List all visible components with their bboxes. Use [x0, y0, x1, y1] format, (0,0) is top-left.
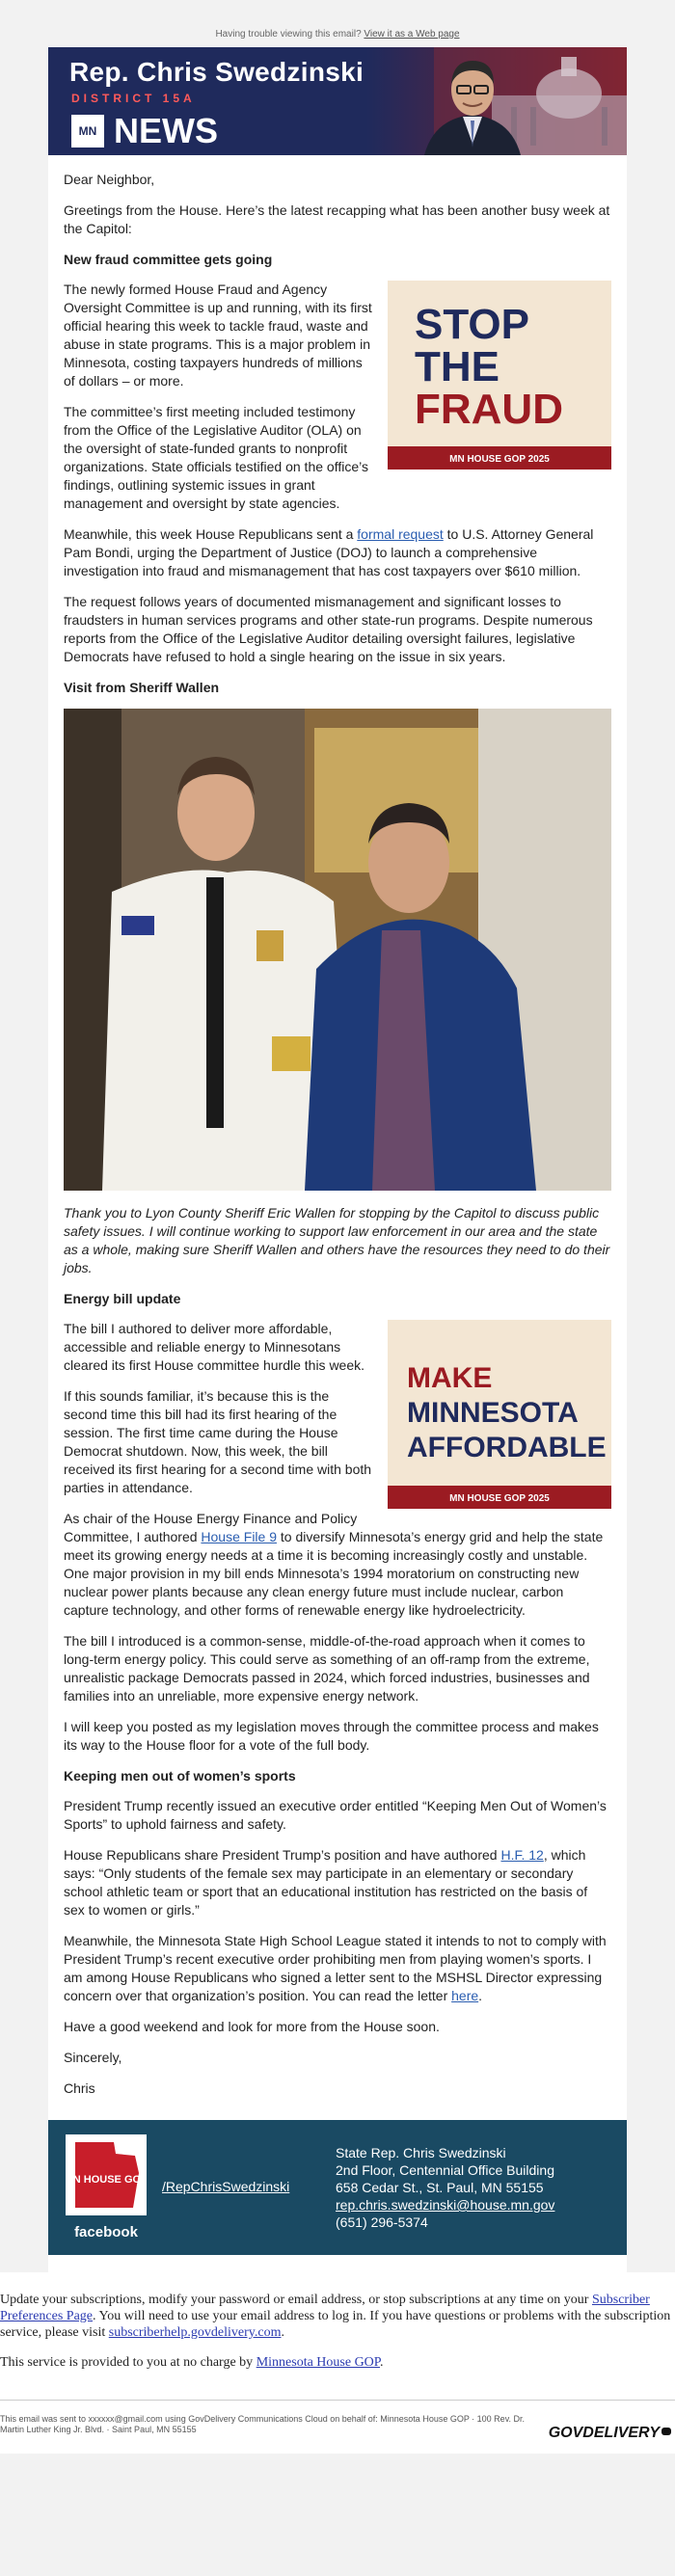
subscription-notice — [0, 2272, 675, 2400]
subs-p2-post: . — [380, 2355, 384, 2370]
energy-heading: Energy bill update — [64, 1291, 181, 1306]
letter-here-link[interactable]: here — [451, 1988, 479, 2003]
fraud-graphic-tag: MN HOUSE GOP 2025 — [449, 454, 550, 465]
subs-p1-post: . — [281, 2325, 284, 2340]
email-body — [48, 47, 627, 2272]
footer-logo-text: MN HOUSE GOP — [66, 2174, 147, 2186]
subscriber-preferences-link[interactable]: Subscriber Preferences Page — [0, 2293, 650, 2323]
subscription-paragraph-2 — [0, 2354, 675, 2371]
subs-p1-mid: . You will need to use your email address to log in. If you have questions or problems with the subscription service, please visit — [0, 2309, 671, 2340]
signoff: Sincerely, — [64, 2050, 122, 2065]
sheriff-caption: Thank you to Lyon County Sheriff Eric Wallen for stopping by the Capitol to discuss public safety issues. I will continue working to support law enforcement in our area and the state as a whole, making sure Sheriff Wallen and others have the resources they need to do their jobs. — [64, 1205, 610, 1275]
subs-p1-pre: Update your subscriptions, modify your password or email address, or stop subscriptions at any time on your — [0, 2293, 592, 2307]
sports-p3-post: . — [478, 1988, 483, 2003]
mn-house-logo-icon: MN — [71, 115, 104, 148]
make-minnesota-affordable-graphic — [388, 1320, 611, 1509]
subscriber-help-link[interactable]: subscriberhelp.govdelivery.com — [108, 2325, 282, 2340]
banner-news-text: NEWS — [114, 111, 218, 150]
fraud-p3-post: to U.S. Attorney General Pam Bondi, urging the Department of Justice (DOJ) to launch a comprehensive investigation into fraud and mismanagement that has cost taxpayers over $610 million. — [64, 526, 594, 578]
energy-graphic-line3: AFFORDABLE — [407, 1432, 607, 1463]
mn-house-gop-link[interactable]: Minnesota House GOP — [256, 2355, 381, 2370]
address-line-2: 2nd Floor, Centennial Office Building — [336, 2162, 554, 2178]
sports-paragraph-2 — [64, 1846, 611, 1919]
hf-12-link[interactable]: H.F. 12 — [500, 1847, 544, 1863]
fraud-paragraph-2: The committee’s first meeting included testimony from the Office of the Legislative Auditor (OLA) on the oversight of state-funded grants to nonprofit organizations. State officials testified on the office’s findings, outlining systemic issues in grant management and oversight by state agencies. — [64, 404, 368, 511]
facebook-block[interactable] — [64, 2134, 148, 2241]
energy-paragraph-3 — [64, 1510, 611, 1620]
web-view-link[interactable]: View it as a Web page — [364, 29, 460, 40]
rep-portrait-image — [415, 47, 530, 155]
energy-paragraph-1: The bill I authored to deliver more affordable, accessible and reliable energy to Minnesotans cleared its first House committee hurdle this week. — [64, 1321, 365, 1373]
signature: Chris — [64, 2080, 95, 2096]
house-file-9-link[interactable]: House File 9 — [201, 1529, 277, 1544]
fraud-heading: New fraud committee gets going — [64, 252, 273, 267]
web-view-text: Having trouble viewing this email? — [215, 29, 362, 40]
legal-footer — [0, 2400, 675, 2454]
fraud-graphic-line3: FRAUD — [415, 386, 563, 433]
fraud-paragraph-4: The request follows years of documented mismanagement and significant losses to fraudsters in human services programs and other state-run programs. Despite numerous reports from the Office of the Legislative Auditor detailing oversight failures, legislative Democrats have refused to hold a single hearing on the issue in six years. — [64, 594, 593, 664]
fraud-paragraph-3 — [64, 525, 611, 580]
sports-paragraph-3 — [64, 1932, 611, 2005]
facebook-link-wrap — [162, 2179, 336, 2196]
energy-p3-post: to diversify Minnesota’s energy grid and help the state meet its growing energy needs at a time it is becoming increasingly costly and unstable. One major provision in my bill ends Minnesota’s 1994 moratorium on constructing new nuclear power plants because any clean energy future must include nuclear, carbon capture technology, and other forms of renewable energy like hydroelectricity. — [64, 1529, 604, 1618]
facebook-handle-link[interactable]: /RepChrisSwedzinski — [162, 2179, 290, 2194]
energy-paragraph-5: I will keep you posted as my legislation moves through the committee process and makes its way to the House floor for a vote of the full body. — [64, 1719, 599, 1753]
contact-footer — [48, 2120, 627, 2255]
intro-paragraph: Greetings from the House. Here’s the latest recapping what has been another busy week at the Capitol: — [64, 202, 610, 236]
banner-news — [71, 111, 218, 151]
banner-district: DISTRICT 15A — [71, 92, 196, 105]
speech-bubble-icon — [662, 2428, 671, 2435]
contact-email-link[interactable]: rep.chris.swedzinski@house.mn.gov — [336, 2197, 555, 2213]
footer-spacer — [48, 2255, 627, 2272]
formal-request-link[interactable]: formal request — [357, 526, 444, 542]
sports-paragraph-1: President Trump recently issued an executive order entitled “Keeping Men Out of Women’s Sports” to uphold fairness and safety. — [64, 1798, 607, 1832]
energy-graphic-line2: MINNESOTA — [407, 1397, 579, 1429]
contact-address — [336, 2144, 554, 2231]
sheriff-heading: Visit from Sheriff Wallen — [64, 680, 220, 695]
fraud-graphic-line2: THE — [415, 343, 500, 390]
facebook-label: facebook — [74, 2224, 138, 2241]
greeting: Dear Neighbor, — [64, 172, 155, 187]
mn-house-gop-logo-icon — [66, 2134, 147, 2215]
energy-graphic-line1: MAKE — [407, 1362, 493, 1394]
energy-paragraph-2: If this sounds familiar, it’s because this is the second time this bill had its first hearing of the session. The first time came during the House Democrat shutdown. Now, this week, the bill received its first hearing for a second time with both parties in attendance. — [64, 1388, 372, 1495]
energy-graphic-tag: MN HOUSE GOP 2025 — [449, 1493, 550, 1504]
closing-paragraph: Have a good weekend and look for more from the House soon. — [64, 2019, 440, 2034]
sheriff-photo — [64, 709, 611, 1191]
address-line-1: State Rep. Chris Swedzinski — [336, 2145, 506, 2160]
sports-heading: Keeping men out of women’s sports — [64, 1768, 296, 1784]
newsletter-banner — [48, 47, 627, 155]
govdelivery-text: GOVDELIVERY — [548, 2425, 660, 2441]
fraud-paragraph-1: The newly formed House Fraud and Agency Oversight Committee is up and running, with its first official hearing this week to tackle fraud, waste and abuse in state programs. This is a major problem in Minnesota, costing taxpayers hundreds of millions of dollars – or more. — [64, 282, 372, 389]
web-view-note — [0, 0, 675, 47]
subs-p2-pre: This service is provided to you at no charge by — [0, 2355, 256, 2370]
fraud-graphic-line1: STOP — [415, 301, 530, 348]
govdelivery-logo — [548, 2425, 671, 2441]
sports-p2-pre: House Republicans share President Trump’s position and have authored — [64, 1847, 501, 1863]
sports-p3-pre: Meanwhile, the Minnesota State High School League stated it intends to not to comply with President Trump’s recent executive order prohibiting men from playing women’s sports. I am among House Republicans who signed a letter sent to the MSHSL Director expressing concern over that organization’s position. You can read the letter — [64, 1933, 607, 2003]
fraud-p3-pre: Meanwhile, this week House Republicans sent a — [64, 526, 358, 542]
energy-paragraph-4: The bill I introduced is a common-sense, middle-of-the-road approach when it comes to long-term energy policy. This could serve as something of an off-ramp from the extreme, unrealistic package Democrats passed in 2024, which forced industries, businesses and families into an unreliable, more expensive energy network. — [64, 1633, 590, 1704]
newsletter-content — [48, 155, 627, 2120]
legal-text: This email was sent to xxxxxx@gmail.com using GovDelivery Communications Cloud on behalf of: Minnesota House GOP · 100 Rev. Dr. Martin Luther King Jr. Blvd. · Saint Paul, MN 55155 — [0, 2414, 526, 2434]
address-line-3: 658 Cedar St., St. Paul, MN 55155 — [336, 2180, 544, 2195]
sports-p2-post: , which says: “Only students of the female sex may participate in an elementary or secondary school athletic team or sport that an educational institution has restricted on the basis of sex to women or girls.” — [64, 1847, 588, 1918]
energy-p3-pre: As chair of the House Energy Finance and Policy Committee, I authored — [64, 1511, 358, 1544]
subscription-paragraph-1 — [0, 2292, 675, 2341]
stop-the-fraud-graphic — [388, 281, 611, 470]
banner-rep-name: Rep. Chris Swedzinski — [69, 57, 364, 87]
contact-phone: (651) 296-5374 — [336, 2214, 428, 2230]
